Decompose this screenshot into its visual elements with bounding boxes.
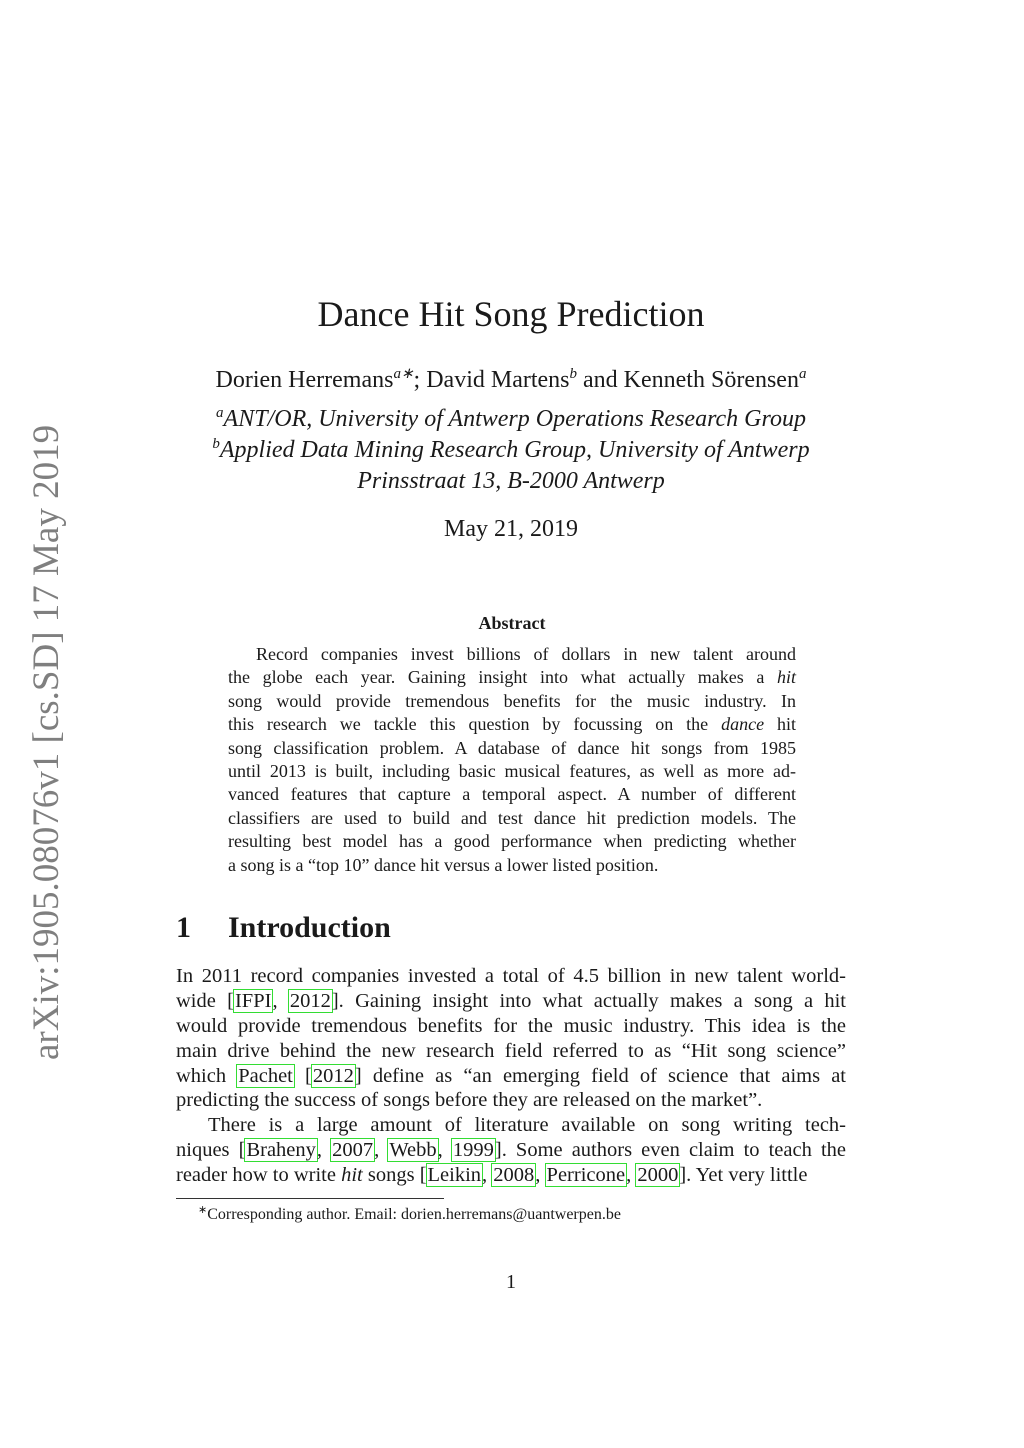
text-segment: vanced features that capture a temporal aspect. A number of different (228, 784, 796, 805)
author-name: David Martens (426, 367, 570, 393)
citation-link[interactable]: Perricone (546, 1164, 626, 1187)
affiliation-mark: a (216, 405, 224, 421)
abstract-body (228, 643, 796, 877)
text-segment: classifiers are used to build and test dance hit prediction models. The (228, 807, 796, 828)
body-line (176, 1163, 846, 1188)
text-segment: song classification problem. A database of dance hit songs from 1985 (228, 737, 796, 758)
arxiv-identifier-stamp: arXiv:1905.08076v1 [cs.SD] 17 May 2019 (26, 424, 67, 1060)
emphasized-text: hit (341, 1164, 363, 1187)
text-segment: , (374, 1139, 389, 1162)
abstract-line (228, 783, 796, 806)
citation-link[interactable]: Braheny (246, 1139, 316, 1162)
author-separator: ; (413, 367, 427, 393)
body-text (176, 964, 846, 1188)
text-segment: , (272, 989, 289, 1012)
text-segment: ]. Yet very little (679, 1164, 808, 1187)
text-segment: would provide tremendous benefits for the music industry. This idea is the (176, 1014, 846, 1037)
citation-link[interactable]: 2012 (289, 989, 331, 1012)
author-name: Kenneth Sörensen (623, 367, 799, 393)
affiliation-text: ANT/OR, University of Antwerp Operations Research Group (223, 406, 806, 432)
body-line (176, 1088, 846, 1113)
affiliation-address: Prinsstraat 13, B-2000 Antwerp (357, 468, 665, 494)
text-segment: There is a large amount of literature available on song writing tech- (208, 1114, 846, 1137)
page-number: 1 (506, 1271, 516, 1293)
affiliation-mark: b (212, 436, 220, 452)
footnote-star: ∗ (400, 366, 414, 382)
affiliation-text: Applied Data Mining Research Group, University of Antwerp (219, 437, 810, 463)
body-line (176, 1113, 846, 1138)
text-segment: song would provide tremendous benefits for the music industry. In (228, 690, 796, 711)
text-segment: [ (293, 1064, 312, 1087)
text-segment: this research we tackle this question by focussing on the (228, 714, 722, 735)
footnote-divider (176, 1198, 444, 1199)
body-line (176, 1138, 846, 1163)
citation-link[interactable]: 1999 (452, 1139, 494, 1162)
publication-date: May 21, 2019 (444, 516, 578, 542)
text-segment: predicting the success of songs before they are released on the market”. (176, 1089, 763, 1112)
affiliation-line (176, 404, 846, 434)
text-segment: main drive behind the new research field referred to as “Hit song science” (176, 1039, 846, 1062)
text-segment: the globe each year. Gaining insight into what actually makes a (228, 667, 777, 688)
citation-link[interactable]: 2012 (312, 1064, 354, 1087)
section-title: Introduction (228, 911, 391, 944)
citation-link[interactable]: 2008 (493, 1164, 535, 1187)
affiliation-mark: a∗ (393, 366, 414, 382)
footnote-text: Corresponding author. Email: dorien.herremans@uantwerpen.be (207, 1206, 621, 1223)
emphasized-text: hit (776, 667, 796, 688)
text-segment: wide [ (176, 989, 234, 1012)
affiliation-line (176, 435, 846, 465)
emphasized-text: dance (721, 714, 765, 735)
text-segment: , (626, 1164, 637, 1187)
citation-link[interactable]: 2007 (332, 1139, 374, 1162)
abstract-line (228, 643, 796, 666)
text-segment: ]. Some authors even claim to teach the (494, 1139, 846, 1162)
author-name: Dorien Herremans (215, 367, 394, 393)
body-line (176, 1064, 846, 1089)
footnote (198, 1205, 846, 1225)
body-line (176, 1039, 846, 1064)
body-line (176, 1014, 846, 1039)
text-segment: a song is a “top 10” dance hit versus a lower listed position. (228, 854, 659, 875)
abstract-line (228, 737, 796, 760)
text-segment: In 2011 record companies invested a total of 4.5 billion in new talent world- (176, 965, 846, 987)
abstract-line (228, 807, 796, 830)
text-segment: , (482, 1164, 493, 1187)
abstract-line (228, 854, 796, 877)
abstract-line (228, 830, 796, 853)
footnote-mark: ∗ (198, 1204, 208, 1216)
text-segment: Record companies invest billions of dollars in new talent around (256, 644, 796, 664)
text-segment: niques [ (176, 1139, 246, 1162)
author-list (176, 365, 846, 395)
affiliation-mark: b (569, 366, 578, 382)
text-segment: hit (764, 714, 796, 735)
abstract-line (228, 713, 796, 736)
text-segment: which (176, 1064, 238, 1087)
citation-link[interactable]: Leikin (427, 1164, 482, 1187)
text-segment: ] define as “an emerging field of science that aims at (354, 1064, 846, 1087)
text-segment: songs [ (362, 1164, 427, 1187)
body-line (176, 964, 846, 989)
author-separator: and (577, 367, 624, 393)
body-line (176, 989, 846, 1014)
text-segment: , (316, 1139, 332, 1162)
text-segment: ]. Gaining insight into what actually makes a song a hit (331, 989, 847, 1012)
section-number: 1 (176, 911, 191, 944)
abstract-line (228, 760, 796, 783)
paper-title: Dance Hit Song Prediction (317, 294, 705, 334)
abstract-line (228, 666, 796, 689)
section-heading (176, 910, 391, 946)
text-segment: , (437, 1139, 452, 1162)
text-segment: until 2013 is built, including basic musical features, as well as more ad- (228, 760, 796, 781)
affiliation-mark: a (798, 366, 807, 382)
text-segment: resulting best model has a good performance when predicting whether (228, 831, 796, 852)
citation-link[interactable]: IFPI (234, 989, 272, 1012)
abstract-heading: Abstract (478, 613, 546, 633)
abstract-line (228, 690, 796, 713)
citation-link[interactable]: 2000 (637, 1164, 679, 1187)
text-segment: , (535, 1164, 546, 1187)
text-segment: reader how to write (176, 1164, 342, 1187)
citation-link[interactable]: Pachet (238, 1064, 293, 1087)
citation-link[interactable]: Webb (389, 1139, 437, 1162)
